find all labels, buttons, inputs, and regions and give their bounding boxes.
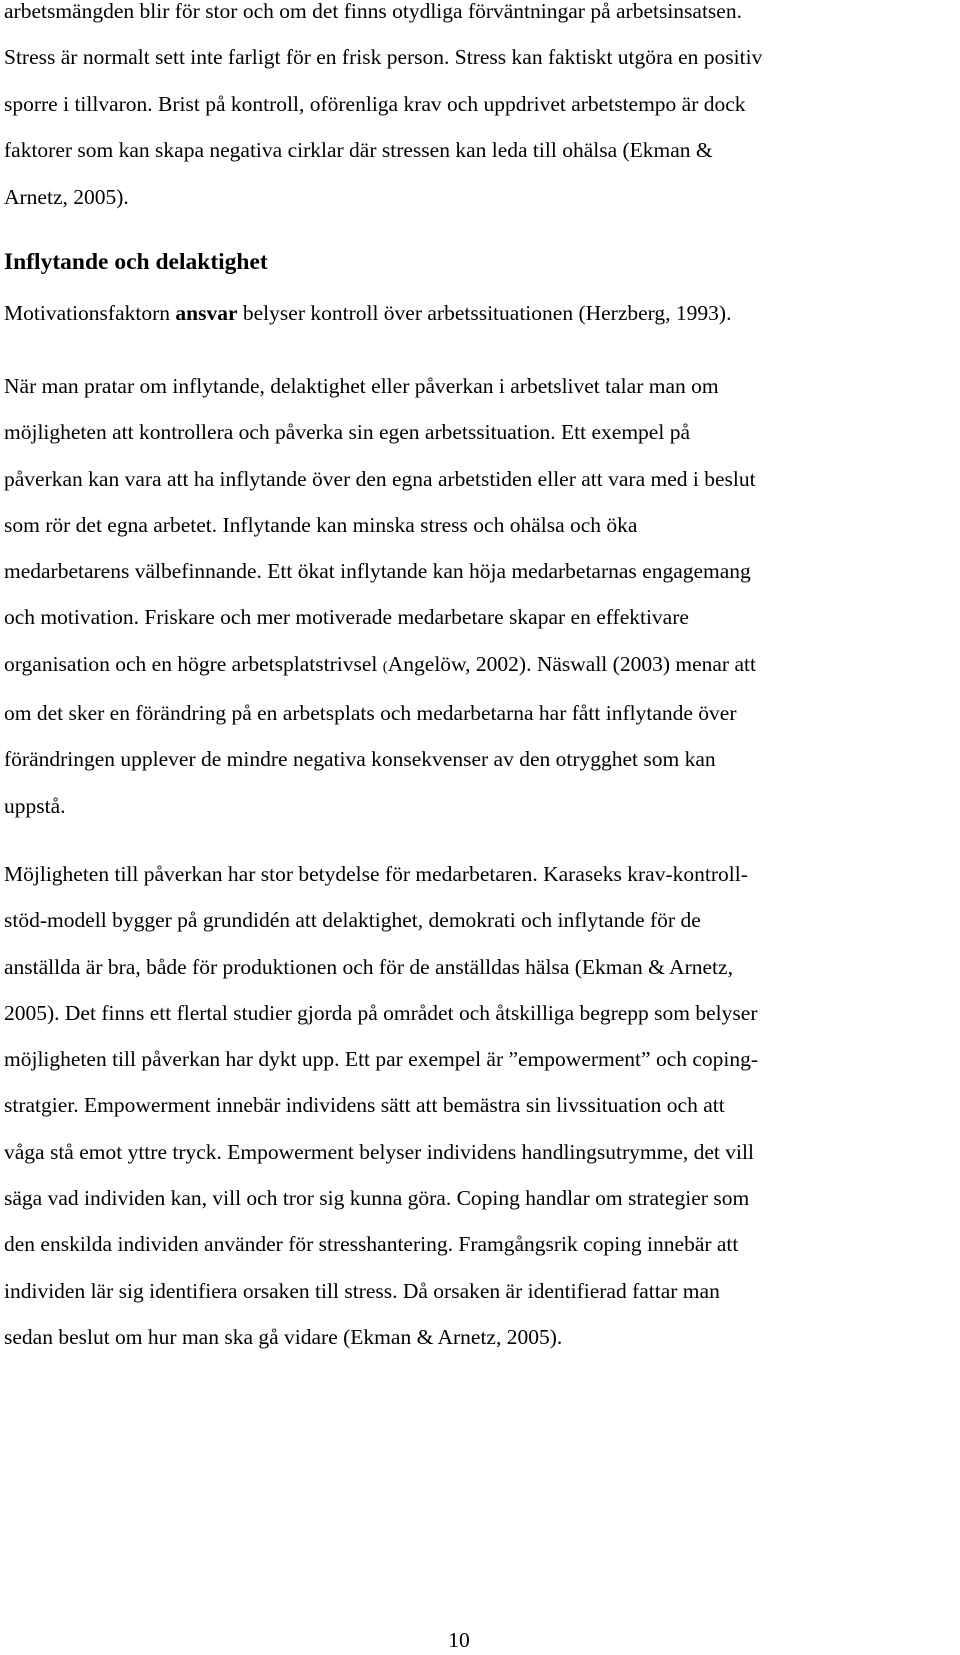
text-line: individen lär sig identifiera orsaken till stress. Då orsaken är identifierad fattar man — [4, 1278, 720, 1303]
text-segment: Motivationsfaktorn — [4, 301, 176, 325]
small-parenthesis: ( — [382, 658, 388, 675]
text-line: säga vad individen kan, vill och tror sig kunna göra. Coping handlar om strategier som — [4, 1186, 750, 1211]
text-line: Angelöw, 2002). Näswall (2003) menar att — [387, 651, 756, 676]
text-segment: belyser kontroll över arbetssituationen (Herzberg, 1993). — [237, 301, 732, 325]
text-line: möjligheten till påverkan har dykt upp. Ett par exempel är ”empowerment” och coping- — [4, 1047, 759, 1072]
text-line: påverkan kan vara att ha inflytande över den egna arbetstiden eller att vara med i beslut — [4, 466, 756, 491]
influence-paragraph — [4, 363, 944, 829]
text-line: som rör det egna arbetet. Inflytande kan minska stress och ohälsa och öka — [4, 512, 638, 537]
text-line: våga stå emot yttre tryck. Empowerment belyser individens handlingsutrymme, det vill — [4, 1139, 754, 1164]
possibility-paragraph — [4, 851, 944, 1360]
text-line: stratgier. Empowerment innebär individens sätt att bemästra sin livssituation och att — [4, 1093, 725, 1118]
text-line: organisation och en högre arbetsplatstrivsel — [4, 651, 383, 676]
text-line: om det sker en förändring på en arbetsplats och medarbetarna har fått inflytande över — [4, 701, 737, 726]
text-line: faktorer som kan skapa negativa cirklar där stressen kan leda till ohälsa (Ekman & — [4, 138, 713, 163]
text-line: När man pratar om inflytande, delaktighet eller påverkan i arbetslivet talar man om — [4, 374, 719, 398]
text-line: Arnetz, 2005). — [4, 184, 129, 209]
bold-term: ansvar — [175, 301, 238, 325]
text-line: möjligheten att kontrollera och påverka sin egen arbetssituation. Ett exempel på — [4, 420, 690, 445]
text-line: stöd-modell bygger på grundidén att delaktighet, demokrati och inflytande för de — [4, 908, 701, 933]
text-line: den enskilda individen använder för stresshantering. Framgångsrik coping innebär att — [4, 1232, 739, 1257]
text-line: Stress är normalt sett inte farligt för en frisk person. Stress kan faktiskt utgöra en positiv — [4, 45, 763, 70]
intro-paragraph — [4, 0, 944, 220]
page-number: 10 — [448, 1628, 470, 1652]
text-line: uppstå. — [4, 793, 66, 818]
text-line: och motivation. Friskare och mer motiverade medarbetare skapar en effektivare — [4, 605, 689, 630]
section-heading: Inflytande och delaktighet — [4, 249, 268, 275]
text-line: Möjligheten till påverkan har stor betydelse för medarbetaren. Karaseks krav-kontroll- — [4, 862, 748, 886]
text-line: 2005). Det finns ett flertal studier gjorda på området och åtskilliga begrepp som belyser — [4, 1000, 758, 1025]
text-line: arbetsmängden blir för stor och om det finns otydliga förväntningar på arbetsinsatsen. — [4, 0, 742, 23]
text-line: förändringen upplever de mindre negativa konsekvenser av den otrygghet som kan — [4, 747, 716, 772]
text-line: medarbetarens välbefinnande. Ett ökat inflytande kan höja medarbetarnas engagemang — [4, 559, 751, 584]
text-line: sporre i tillvaron. Brist på kontroll, oförenliga krav och uppdrivet arbetstempo är dock — [4, 91, 746, 116]
text-line: anställda är bra, både för produktionen och för de anställdas hälsa (Ekman & Arnetz, — [4, 954, 733, 979]
text-line: sedan beslut om hur man ska gå vidare (Ekman & Arnetz, 2005). — [4, 1324, 563, 1349]
motivation-paragraph — [4, 290, 944, 336]
